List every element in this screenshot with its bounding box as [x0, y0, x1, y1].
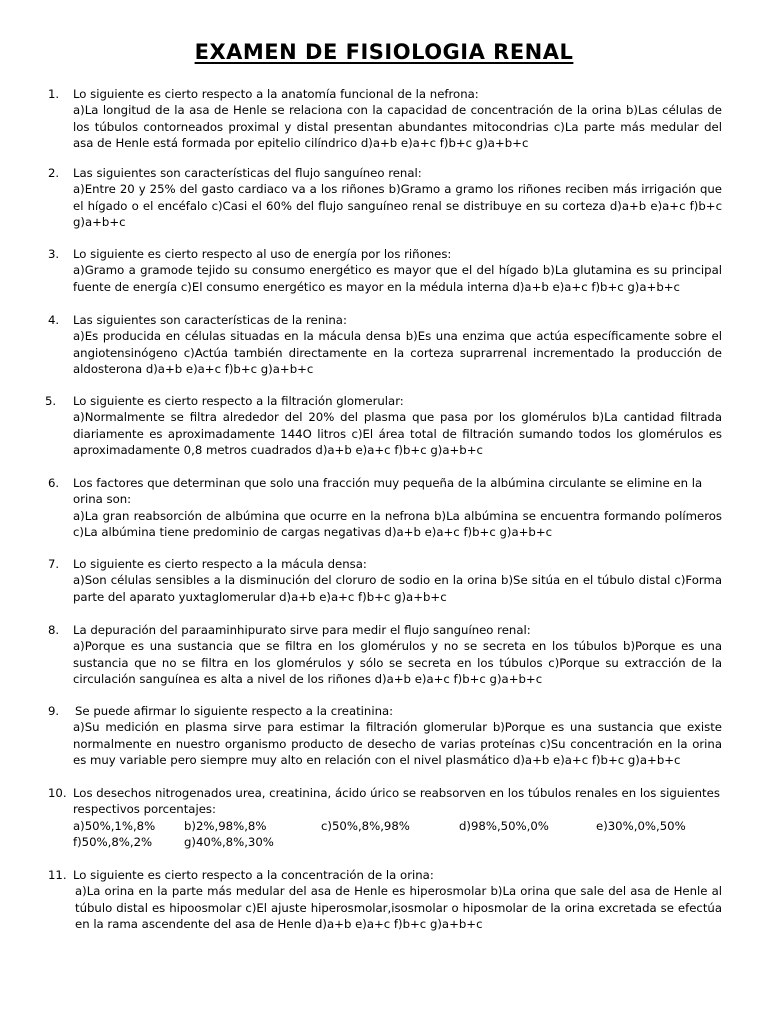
answer-choice-g: g)40%,8%,30%: [184, 834, 274, 849]
question-6: [48, 475, 722, 540]
question-number: 7.: [48, 557, 60, 571]
question-options: a)La gran reabsorción de albúmina que ocurre en la nefrona b)La albúmina se encuentra formando polímeros c)La albúmina tiene predominio de cargas negativas d)a+b e)a+c f)b+c g)a+b+c: [73, 508, 722, 539]
question-number: 8.: [48, 623, 60, 637]
question-10: [48, 785, 722, 850]
answer-choice-e: e)30%,0%,50%: [596, 818, 686, 833]
question-options: a)La longitud de la asa de Henle se relaciona con la capacidad de concentración de la orina b)Las células de los túbulos contorneados proximal y distal presentan abundantes mitocondrias c)La parte más medular del asa de Henle está formada por epitelio cilíndrico d)a+b e)a+c f)b+c g)a+b+c: [73, 103, 722, 150]
question-stem: Las siguientes son características de la renina:: [73, 313, 347, 327]
question-stem: Lo siguiente es cierto respecto al uso de energía por los riñones:: [73, 247, 452, 261]
question-7: [48, 556, 722, 605]
question-stem: Las siguientes son características del flujo sanguíneo renal:: [73, 166, 422, 180]
question-number: 9.: [48, 704, 60, 718]
question-stem: Lo siguiente es cierto respecto a la mácula densa:: [73, 557, 367, 571]
question-number: 10.: [48, 786, 67, 800]
question-number: 5.: [45, 394, 57, 408]
question-number: 11.: [48, 868, 67, 882]
answer-choice-b: b)2%,98%,8%: [184, 818, 267, 833]
question-options: a)Normalmente se filtra alrededor del 20% del plasma que pasa por los glomérulos b)La cantidad filtrada diariamente es aproximadamente 144O litros c)El área total de filtración sumando todos los glomérulos es aproximadamente 0,8 metros cuadrados d)a+b e)a+c f)b+c g)a+b+c: [73, 410, 722, 457]
question-options: a)Son células sensibles a la disminución del cloruro de sodio en la orina b)Se sitúa en el túbulo distal c)Forma parte del aparato yuxtaglomerular d)a+b e)a+c f)b+c g)a+b+c: [73, 573, 722, 604]
question-9: [48, 703, 722, 768]
answer-choices-row-1: [73, 818, 722, 834]
answer-choice-a: a)50%,1%,8%: [73, 818, 156, 833]
question-number: 6.: [48, 476, 60, 490]
question-4: [48, 312, 722, 377]
question-number: 1.: [48, 87, 60, 101]
question-options: a)Es producida en células situadas en la mácula densa b)Es una enzima que actúa específicamente sobre el angiotensinógeno c)Actúa también directamente en la corteza suprarrenal incrementado la producción de aldosterona d)a+b e)a+c f)b+c g)a+b+c: [73, 329, 722, 376]
question-stem: Los factores que determinan que solo una fracción muy pequeña de la albúmina circulante se elimine en la orina son:: [73, 476, 703, 507]
exam-title-wrap: [0, 40, 768, 64]
question-3: [48, 246, 722, 295]
question-stem: Lo siguiente es cierto respecto a la filtración glomerular:: [73, 394, 404, 408]
question-1: [48, 86, 722, 151]
answer-choice-d: d)98%,50%,0%: [459, 818, 549, 833]
question-5: [45, 393, 722, 458]
question-2: [48, 165, 722, 230]
question-options: a)Gramo a gramode tejido su consumo energético es mayor que el del hígado b)La glutamina es su principal fuente de energía c)El consumo energético es mayor en la médula interna d)a+b e)a+c f)b+c g)a+b+c: [73, 263, 722, 294]
answer-choice-f: f)50%,8%,2%: [73, 834, 153, 849]
question-stem: Los desechos nitrogenados urea, creatinina, ácido úrico se reabsorven en los túbulos renales en los siguientes respectivos porcentajes:: [73, 786, 720, 817]
answer-choice-c: c)50%,8%,98%: [321, 818, 410, 833]
exam-title: EXAMEN DE FISIOLOGIA RENAL: [194, 40, 574, 64]
question-number: 4.: [48, 313, 60, 327]
question-stem: La depuración del paraaminhipurato sirve para medir el flujo sanguíneo renal:: [73, 623, 531, 637]
answer-choices-row-2: [73, 834, 722, 850]
question-8: [48, 622, 722, 687]
question-11: [48, 867, 722, 932]
question-options: a)La orina en la parte más medular del asa de Henle es hiperosmolar b)La orina que sale del asa de Henle al túbulo distal es hipoosmolar c)El ajuste hiperosmolar,isosmolar o hiposmolar de la orina excretada se efectúa en la rama ascendente del asa de Henle d)a+b e)a+c f)b+c g)a+b+c: [75, 884, 722, 931]
question-stem: Se puede afirmar lo siguiente respecto a la creatinina:: [75, 704, 394, 718]
question-options: a)Su medición en plasma sirve para estimar la filtración glomerular b)Porque es una sustancia que existe normalmente en nuestro organismo producto de desecho de varias proteínas c)Su concentración en la orina es muy variable pero siempre muy alto en relación con el nivel plasmático d)a+b e)a+c f)b+c g)a+b+c: [73, 720, 722, 767]
question-stem: Lo siguiente es cierto respecto a la concentración de la orina:: [73, 868, 434, 882]
question-number: 2.: [48, 166, 60, 180]
question-options: a)Porque es una sustancia que se filtra en los glomérulos y no se secreta en los túbulos b)Porque es una sustancia que no se filtra en los glomérulos y sólo se secreta en los túbulos c)Porque su extracción de la circulación sanguínea es alta a nivel de los riñones d)a+b e)a+c f)b+c g)a+b+c: [73, 639, 722, 686]
question-stem: Lo siguiente es cierto respecto a la anatomía funcional de la nefrona:: [73, 87, 479, 101]
question-number: 3.: [48, 247, 60, 261]
question-options: a)Entre 20 y 25% del gasto cardiaco va a los riñones b)Gramo a gramo los riñones reciben más irrigación que el hígado o el encéfalo c)Casi el 60% del flujo sanguíneo renal se distribuye en su corteza d)a+b e)a+c f)b+c g)a+b+c: [73, 182, 722, 229]
